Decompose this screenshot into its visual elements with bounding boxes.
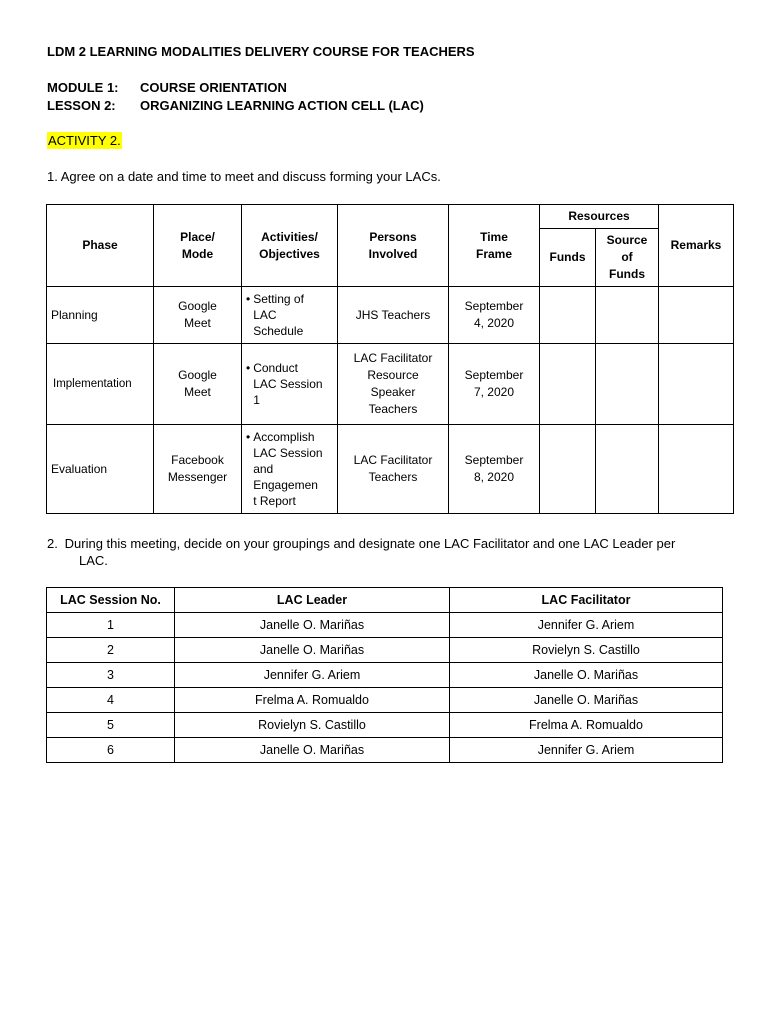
table-row bbox=[47, 287, 734, 344]
activity-line: 1 bbox=[253, 393, 260, 407]
activity-line: Setting of bbox=[253, 292, 304, 306]
table-row bbox=[47, 344, 734, 425]
bullet-icon: • bbox=[246, 361, 251, 375]
leader-cell: Jennifer G. Ariem bbox=[175, 663, 450, 688]
table-row bbox=[47, 613, 723, 638]
leader-cell: Frelma A. Romualdo bbox=[175, 688, 450, 713]
facilitator-cell: Frelma A. Romualdo bbox=[450, 713, 723, 738]
table1-header-row bbox=[47, 205, 734, 229]
table-row bbox=[47, 663, 723, 688]
place-line: Meet bbox=[184, 385, 211, 399]
facilitator-cell: Janelle O. Mariñas bbox=[450, 663, 723, 688]
leader-cell: Janelle O. Mariñas bbox=[175, 613, 450, 638]
place-line: Meet bbox=[184, 316, 211, 330]
activity-line bbox=[47, 133, 122, 149]
table-row bbox=[47, 713, 723, 738]
activity-line: Schedule bbox=[253, 324, 304, 338]
instruction-2-line1: During this meeting, decide on your groupings and designate one LAC Facilitator and one LAC Leader per bbox=[64, 536, 676, 551]
phase-cell: Implementation bbox=[47, 344, 154, 425]
instruction-2-number: 2. bbox=[47, 536, 58, 551]
place-line: Messenger bbox=[167, 470, 228, 484]
session-no-cell: 4 bbox=[47, 688, 175, 713]
module-value: COURSE ORIENTATION bbox=[140, 80, 287, 95]
persons-cell bbox=[338, 344, 449, 425]
place-cell bbox=[154, 344, 242, 425]
persons-line: Resource bbox=[367, 368, 419, 382]
facilitator-cell: Rovielyn S. Castillo bbox=[450, 638, 723, 663]
place-line: Facebook bbox=[171, 453, 224, 467]
instruction-2 bbox=[47, 535, 737, 569]
activity-line: t Report bbox=[253, 494, 296, 508]
header-source-line1: Source bbox=[606, 233, 648, 247]
header-remarks: Remarks bbox=[659, 205, 734, 287]
header-lac-facilitator: LAC Facilitator bbox=[450, 588, 723, 613]
header-time-line2: Frame bbox=[475, 246, 513, 261]
session-no-cell: 3 bbox=[47, 663, 175, 688]
place-cell bbox=[154, 287, 242, 344]
header-persons-line2: Involved bbox=[368, 246, 418, 261]
header-source-line2: of bbox=[621, 250, 633, 264]
remarks-cell bbox=[659, 344, 734, 425]
header-activities-line1: Activities/ bbox=[261, 229, 318, 244]
header-session-no: LAC Session No. bbox=[47, 588, 175, 613]
activity-line: LAC Session bbox=[253, 377, 323, 391]
header-source-line3: Funds bbox=[609, 267, 645, 281]
funds-cell bbox=[540, 287, 596, 344]
activity-line: LAC Session bbox=[253, 446, 323, 460]
leader-cell: Rovielyn S. Castillo bbox=[175, 713, 450, 738]
phase-cell: Evaluation bbox=[47, 425, 154, 514]
facilitator-cell: Janelle O. Mariñas bbox=[450, 688, 723, 713]
funds-cell bbox=[540, 344, 596, 425]
lac-session-table bbox=[46, 587, 723, 763]
lesson-label: LESSON 2: bbox=[47, 98, 116, 113]
time-line: 8, 2020 bbox=[473, 470, 515, 484]
time-cell bbox=[449, 425, 540, 514]
activity-line: Accomplish bbox=[253, 430, 315, 444]
activity-line: and bbox=[253, 462, 274, 476]
place-cell bbox=[154, 425, 242, 514]
persons-cell bbox=[338, 425, 449, 514]
time-line: September bbox=[464, 368, 524, 382]
source-cell bbox=[596, 425, 659, 514]
header-lac-leader: LAC Leader bbox=[175, 588, 450, 613]
place-line: Google bbox=[178, 299, 217, 313]
table-row bbox=[47, 425, 734, 514]
activity-cell bbox=[242, 287, 338, 344]
leader-cell: Janelle O. Mariñas bbox=[175, 738, 450, 763]
time-line: 7, 2020 bbox=[473, 385, 515, 399]
time-line: September bbox=[464, 299, 524, 313]
persons-line: LAC Facilitator bbox=[353, 351, 433, 365]
table2-header-row bbox=[47, 588, 723, 613]
funds-cell bbox=[540, 425, 596, 514]
header-source bbox=[596, 229, 659, 287]
header-resources: Resources bbox=[540, 205, 659, 229]
document-title: LDM 2 LEARNING MODALITIES DELIVERY COURSE FOR TEACHERS bbox=[47, 44, 475, 59]
bullet-icon: • bbox=[246, 430, 251, 444]
persons-line: LAC Facilitator bbox=[353, 453, 433, 467]
session-no-cell: 2 bbox=[47, 638, 175, 663]
header-phase: Phase bbox=[47, 205, 154, 287]
facilitator-cell: Jennifer G. Ariem bbox=[450, 613, 723, 638]
lesson-line bbox=[47, 98, 424, 114]
time-line: 4, 2020 bbox=[473, 316, 515, 330]
module-label: MODULE 1: bbox=[47, 80, 119, 95]
header-persons bbox=[338, 205, 449, 287]
instruction-1: 1. Agree on a date and time to meet and discuss forming your LACs. bbox=[47, 169, 441, 184]
activity-cell bbox=[242, 344, 338, 425]
place-line: Google bbox=[178, 368, 217, 382]
activity-line: Conduct bbox=[253, 361, 298, 375]
leader-cell: Janelle O. Mariñas bbox=[175, 638, 450, 663]
time-cell bbox=[449, 344, 540, 425]
table-row bbox=[47, 738, 723, 763]
remarks-cell bbox=[659, 287, 734, 344]
time-cell bbox=[449, 287, 540, 344]
source-cell bbox=[596, 344, 659, 425]
header-activities-line2: Objectives bbox=[259, 246, 320, 261]
header-funds: Funds bbox=[540, 229, 596, 287]
persons-line: Teachers bbox=[368, 402, 418, 416]
session-no-cell: 1 bbox=[47, 613, 175, 638]
header-time bbox=[449, 205, 540, 287]
header-place bbox=[154, 205, 242, 287]
table-row bbox=[47, 638, 723, 663]
persons-line: Speaker bbox=[370, 385, 416, 399]
activity-line: LAC bbox=[253, 308, 277, 322]
activity-heading: ACTIVITY 2. bbox=[48, 133, 121, 148]
header-place-line2: Mode bbox=[181, 246, 214, 261]
activity-line: Engagemen bbox=[253, 478, 318, 492]
header-activities bbox=[242, 205, 338, 287]
phase-cell: Planning bbox=[47, 287, 154, 344]
facilitator-cell: Jennifer G. Ariem bbox=[450, 738, 723, 763]
header-place-line1: Place/ bbox=[180, 229, 215, 244]
instruction-2-line2: LAC. bbox=[79, 553, 108, 568]
lac-plan-table bbox=[46, 204, 734, 514]
module-line bbox=[47, 80, 287, 96]
persons-cell: JHS Teachers bbox=[338, 287, 449, 344]
time-line: September bbox=[464, 453, 524, 467]
persons-line: Teachers bbox=[368, 470, 418, 484]
source-cell bbox=[596, 287, 659, 344]
lesson-value: ORGANIZING LEARNING ACTION CELL (LAC) bbox=[140, 98, 424, 113]
remarks-cell bbox=[659, 425, 734, 514]
header-persons-line1: Persons bbox=[369, 229, 417, 244]
header-time-line1: Time bbox=[480, 229, 508, 244]
table-row bbox=[47, 688, 723, 713]
activity-cell bbox=[242, 425, 338, 514]
bullet-icon: • bbox=[246, 292, 251, 306]
session-no-cell: 6 bbox=[47, 738, 175, 763]
session-no-cell: 5 bbox=[47, 713, 175, 738]
